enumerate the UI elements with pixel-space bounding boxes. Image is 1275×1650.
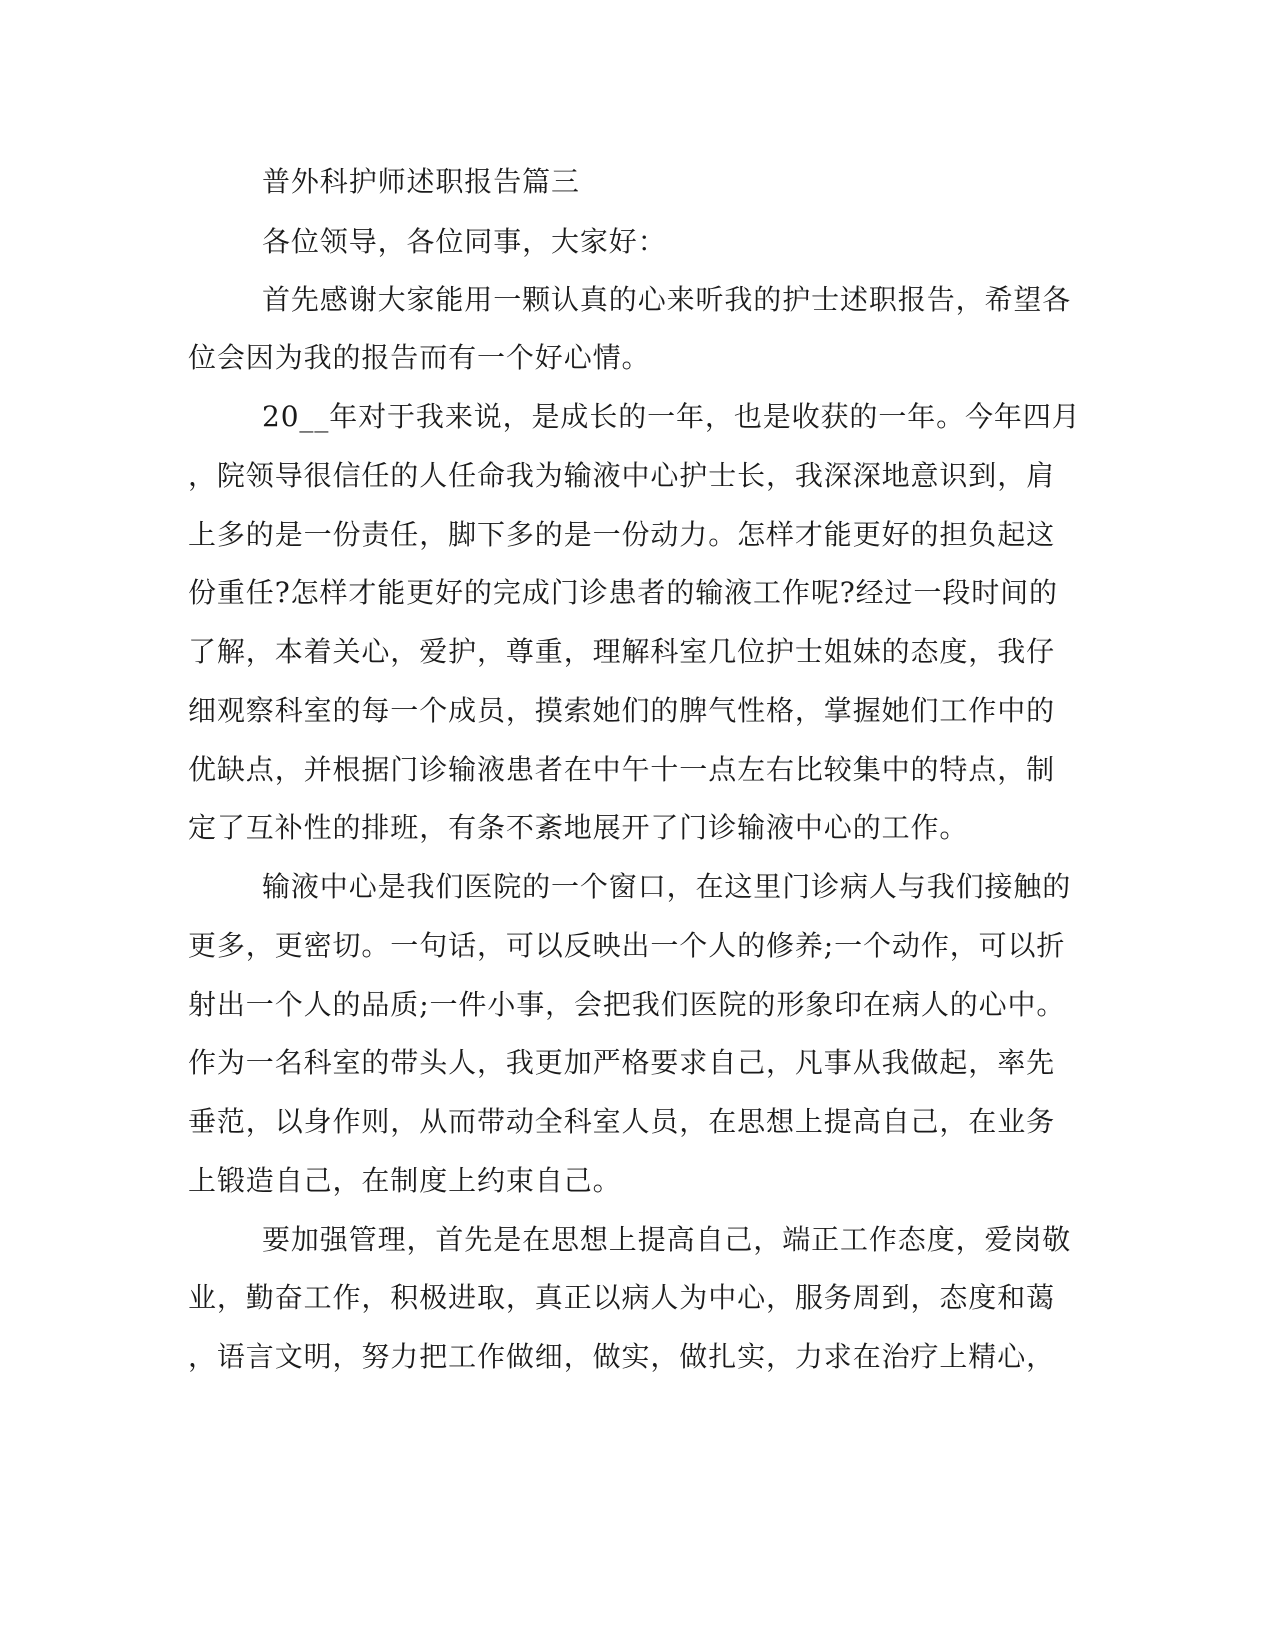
paragraph-2-line-5: 了解，本着关心，爱护，尊重，理解科室几位护士姐妹的态度，我仔 (188, 635, 1056, 668)
paragraph-3-line-2: 更多，更密切。一句话，可以反映出一个人的修养;一个动作，可以折 (188, 929, 1066, 962)
paragraph-3-line-6: 上锻造自己，在制度上约束自己。 (188, 1164, 622, 1197)
paragraph-2-line-1: 20__年对于我来说，是成长的一年，也是收获的一年。今年四月 (262, 400, 1081, 433)
salutation-line: 各位领导，各位同事，大家好： (262, 225, 667, 258)
paragraph-3-line-4: 作为一名科室的带头人，我更加严格要求自己，凡事从我做起，率先 (188, 1046, 1056, 1079)
paragraph-2-line-8: 定了互补性的排班，有条不紊地展开了门诊输液中心的工作。 (188, 811, 969, 844)
paragraph-1-line-1: 首先感谢大家能用一颗认真的心来听我的护士述职报告，希望各 (262, 283, 1072, 316)
paragraph-2-line-2: ，院领导很信任的人任命我为输液中心护士长，我深深地意识到，肩 (188, 459, 1056, 492)
paragraph-2-line-3: 上多的是一份责任，脚下多的是一份动力。怎样才能更好的担负起这 (188, 518, 1056, 551)
paragraph-2-line-7: 优缺点，并根据门诊输液患者在中午十一点左右比较集中的特点，制 (188, 753, 1056, 786)
paragraph-4-line-1: 要加强管理，首先是在思想上提高自己，端正工作态度，爱岗敬 (262, 1223, 1072, 1256)
paragraph-3-line-5: 垂范，以身作则，从而带动全科室人员，在思想上提高自己，在业务 (188, 1105, 1056, 1138)
document-title: 普外科护师述职报告篇三 (262, 165, 580, 198)
paragraph-2-line-6: 细观察科室的每一个成员，摸索她们的脾气性格，掌握她们工作中的 (188, 694, 1056, 727)
paragraph-1-line-2: 位会因为我的报告而有一个好心情。 (188, 341, 651, 374)
paragraph-3-line-3: 射出一个人的品质;一件小事，会把我们医院的形象印在病人的心中。 (188, 988, 1066, 1021)
paragraph-2-line-4: 份重任?怎样才能更好的完成门诊患者的输液工作呢?经过一段时间的 (188, 576, 1058, 609)
paragraph-4-line-3: ，语言文明，努力把工作做细，做实，做扎实，力求在治疗上精心， (188, 1340, 1056, 1373)
paragraph-4-line-2: 业，勤奋工作，积极进取，真正以病人为中心，服务周到，态度和蔼 (188, 1281, 1056, 1314)
paragraph-3-line-1: 输液中心是我们医院的一个窗口，在这里门诊病人与我们接触的 (262, 870, 1072, 903)
